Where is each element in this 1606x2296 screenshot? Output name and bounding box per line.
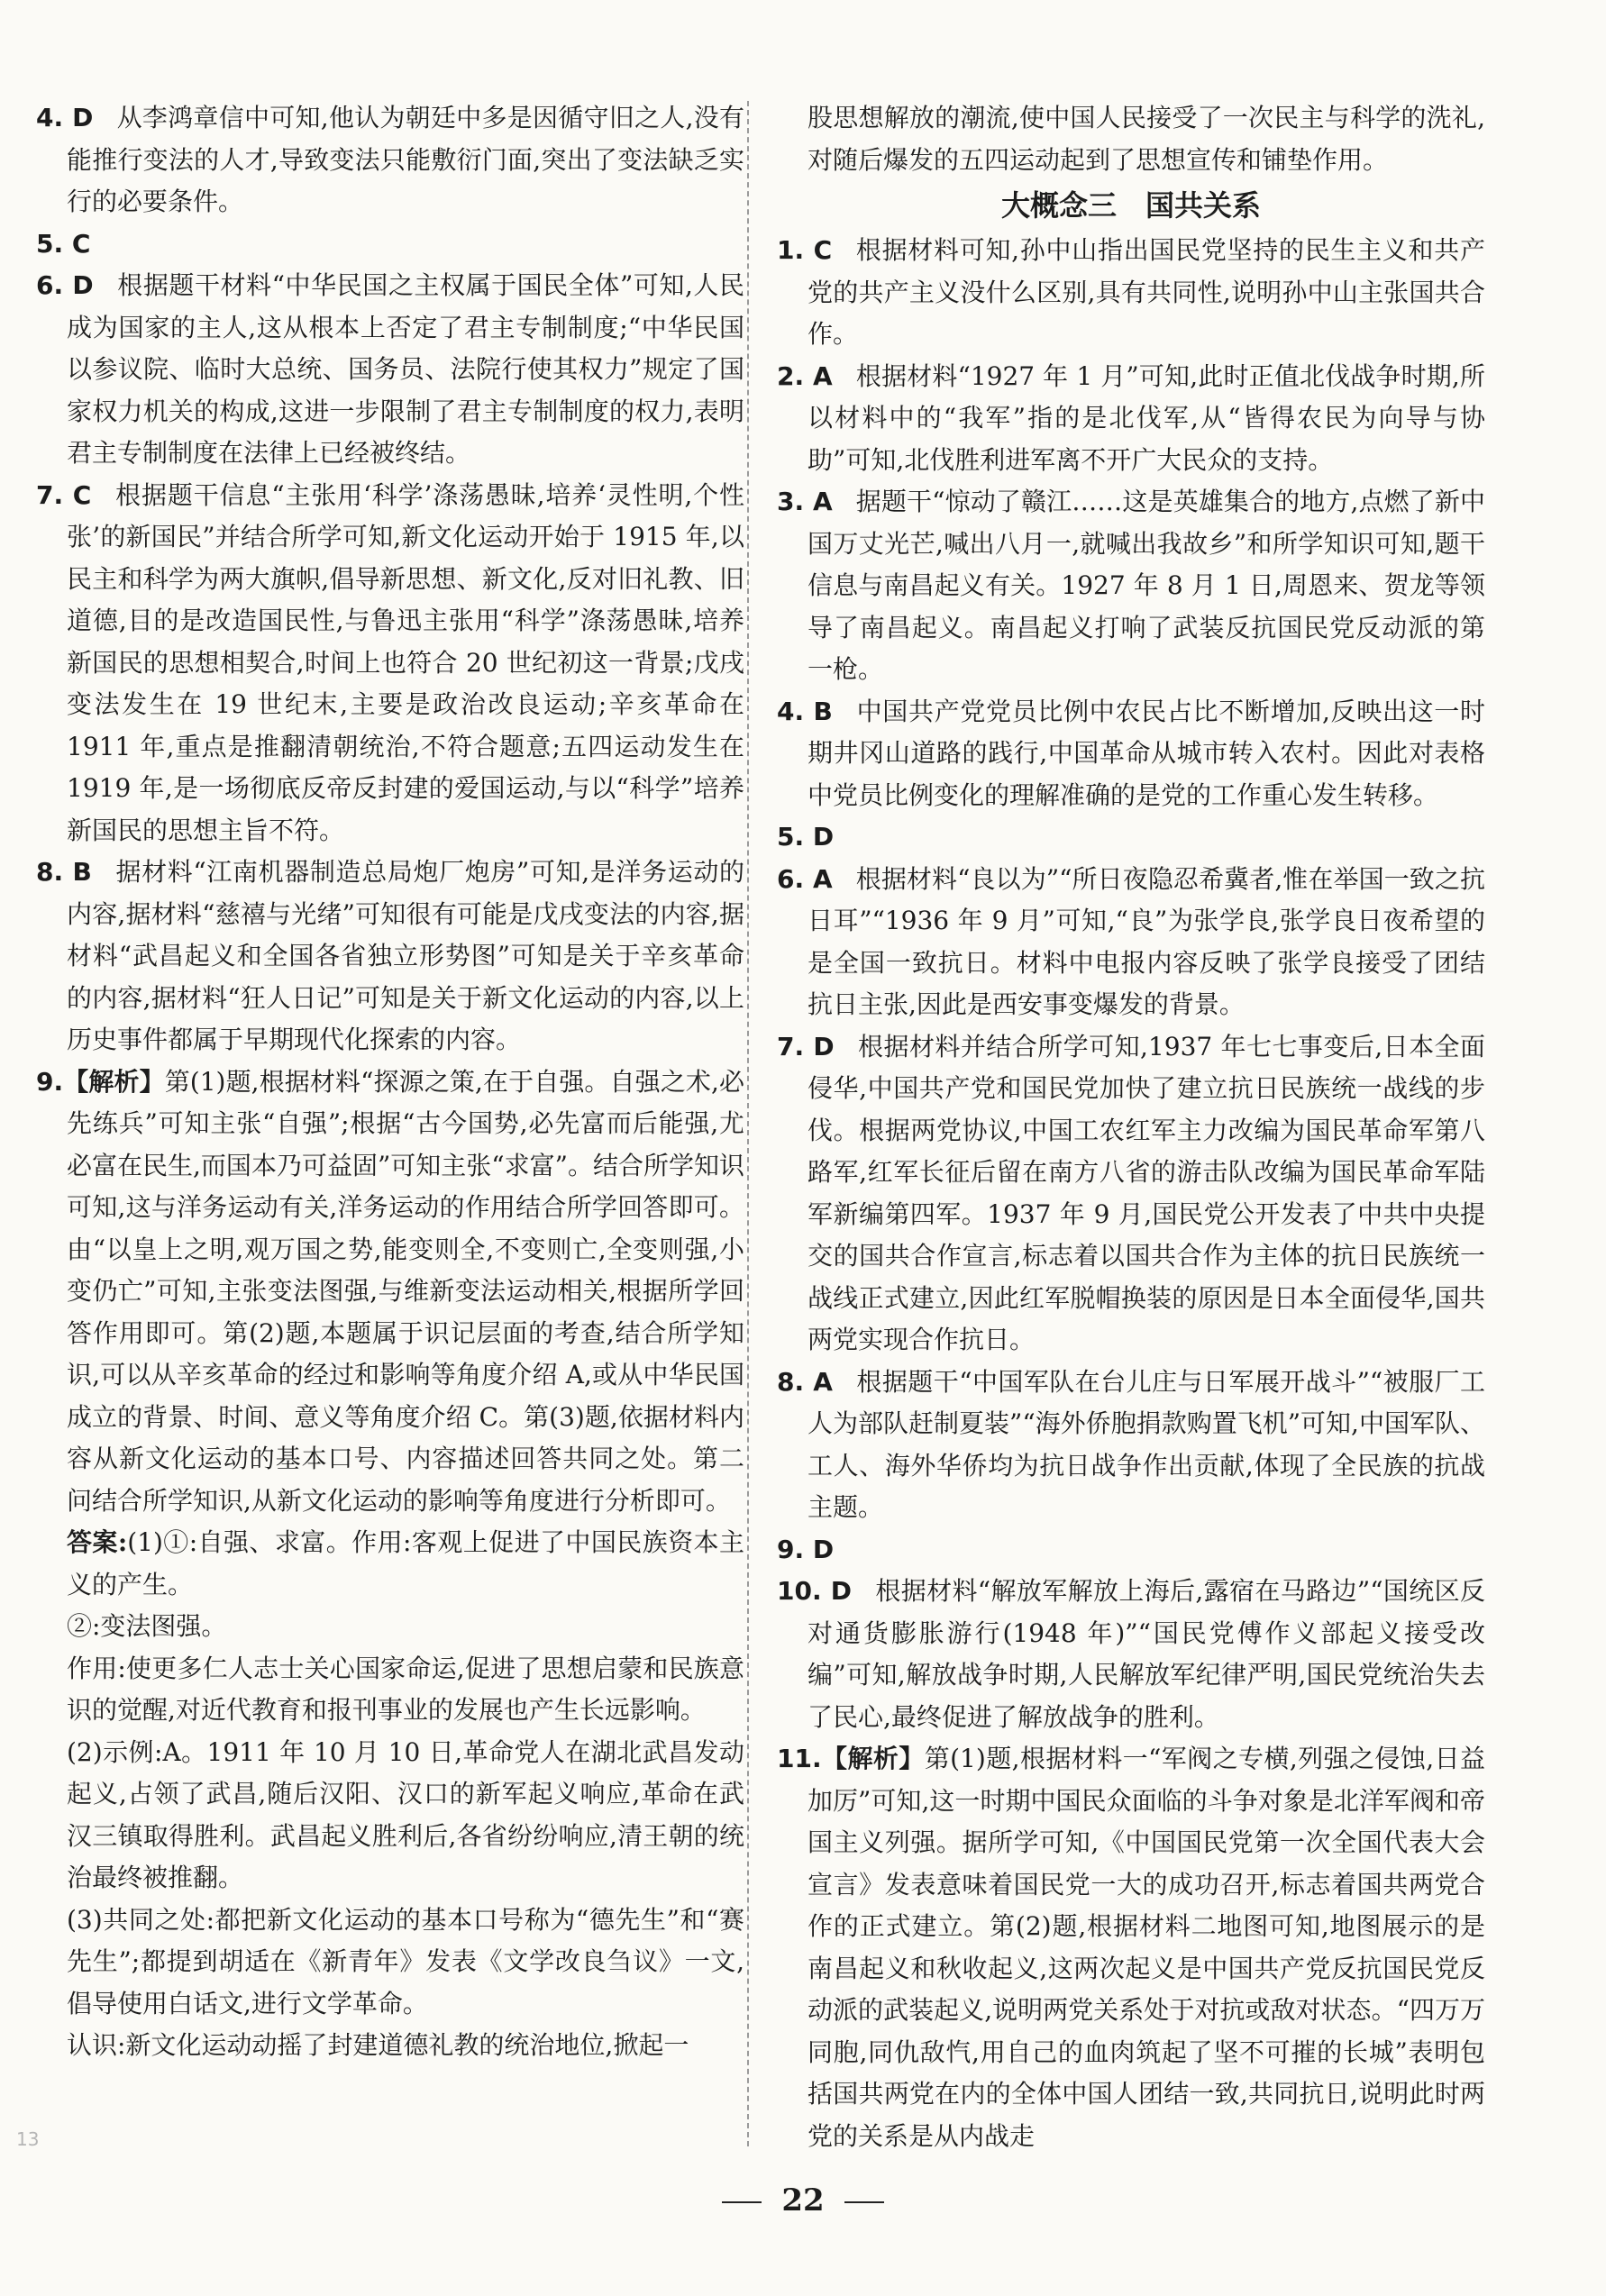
answer-item-r5 [777,816,1485,859]
answer-number: 11. [777,1744,822,1773]
answer-block-1b: ②:变法图强。 [67,1611,227,1641]
answer-number: 5. C [36,228,91,259]
analysis-text: 第(1)题,根据材料“探源之策,在于自强。自强之术,必先练兵”可知主张“自强”;根据“古今国势,必先富而后能强,尤必富在民生,而国本乃可益固”可知主张“求富”。结合所学知识可知,这与洋务运动有关,洋务运动的作用结合所学回答即可。由“以皇上之明,观万国之势,能变则全,不变则亡,全变则强,小变仍亡”可知,主张变法图强,与维新变法运动相关,根据所学回答作用即可。第(2)题,本题属于识记层面的考查,结合所学知识,可以从辛亥革命的经过和影响等角度介绍 A,或从中华民国成立的背景、时间、意义等角度介绍 C。第(3)题,依据材料内容从新文化运动的基本口号、内容描述回答共同之处。第二问结合所学知识,从新文化运动的影响等角度进行分析即可。 [67,1066,744,1516]
answer-block-1 [36,1522,744,1606]
answer-item-5 [36,223,744,266]
answer-number: 5. D [777,822,835,852]
answer-item-r1 [777,230,1485,356]
continuation-text: 股思想解放的潮流,使中国人民接受了一次民主与科学的洗礼,对随后爆发的五四运动起到了思想宣传和铺垫作用。 [808,103,1485,175]
answer-item-r3 [777,481,1485,691]
answer-number: 8. A [777,1366,833,1397]
answer-item-r9 [777,1529,1485,1572]
column-divider [747,101,749,2146]
answer-number: 7. D [777,1031,835,1061]
answer-item-8 [36,852,744,1061]
answer-number: 4. B [777,696,833,726]
answer-number: 1. C [777,235,833,265]
analysis-tag: 【解析】 [63,1066,165,1097]
answer-text: 根据材料可知,孙中山指出国民党坚持的民生主义和共产党的共产主义没什么区别,具有共同性,说明孙中山主张国共合作。 [808,235,1485,349]
answer-number: 9. D [777,1534,835,1564]
answer-number: 4. D [36,103,94,132]
answer-item-r4 [777,691,1485,817]
footer-dash-right [844,2201,884,2203]
answer-number: 7. C [36,479,92,510]
answer-text: 根据题干材料“中华民国之主权属于国民全体”可知,人民成为国家的主人,这从根本上否定了君主专制制度;“中华民国以参议院、临时大总统、国务员、法院行使其权力”规定了国家权力机关的构成,这进一步限制了君主专制制度的权力,表明君主专制制度在法律上已经被终结。 [67,270,744,468]
answer-tag: 答案: [67,1527,128,1557]
answer-item-9 [36,1061,744,1523]
left-column [36,97,744,2067]
answer-number: 8. B [36,857,92,887]
answer-text: 根据题干信息“主张用‘科学’涤荡愚昧,培养‘灵性明,个性张’的新国民”并结合所学可知,新文化运动开始于 1915 年,以民主和科学为两大旗帜,倡导新思想、新文化,反对旧礼教、旧道德,目的是改造国民性,与鲁迅主张用“科学”涤荡愚昧,培养新国民的思想相契合,时间上也符合 20 世纪初这一背景;戊戌变法发生在 19 世纪末,主要是政治改良运动;辛亥革命在 1911 年,重点是推翻清朝统治,不符合题意;五四运动发生在 1919 年,是一场彻底反帝反封建的爱国运动,与以“科学”培养新国民的思想主旨不符。 [67,479,744,845]
answer-item-r11 [777,1738,1485,2157]
answer-text: 据材料“江南机器制造总局炮厂炮房”可知,是洋务运动的内容,据材料“慈禧与光绪”可知很有可能是戊戌变法的内容,据材料“武昌起义和全国各省独立形势图”可知是关于辛亥革命的内容,据材料“狂人日记”可知是关于新文化运动的内容,以上历史事件都属于早期现代化探索的内容。 [67,857,744,1054]
footer-dash-left [722,2201,762,2203]
answer-item-6 [36,265,744,475]
section-heading: 大概念三 国共关系 [1000,188,1261,223]
answer-text: 根据材料“解放军解放上海后,露宿在马路边”“国统区反对通货膨胀游行(1948 年)”“国民党傅作义部起义接受改编”可知,解放战争时期,人民解放军纪律严明,国民党统治失去了民心,最终促进了解放战争的胜利。 [808,1576,1485,1732]
answer-item-r6 [777,859,1485,1026]
answer-block-1c: 作用:使更多仁人志士关心国家命运,促进了思想启蒙和民族意识的觉醒,对近代教育和报刊事业的发展也产生长远影响。 [67,1653,744,1725]
answer-item-r8 [777,1362,1485,1529]
answer-number: 9. [36,1066,64,1097]
margin-note: 13 [16,2128,40,2150]
answer-item-7 [36,475,744,852]
answer-text: 中国共产党党员比例中农民占比不断增加,反映出这一时期井冈山道路的践行,中国革命从城市转入农村。因此对表格中党员比例变化的理解准确的是党的工作重心发生转移。 [808,696,1485,810]
answer-number: 6. A [777,863,833,894]
answer-text: 从李鸿章信中可知,他认为朝廷中多是因循守旧之人,没有能推行变法的人才,导致变法只能敷衍门面,突出了变法缺乏实行的必要条件。 [67,103,744,216]
analysis-text: 第(1)题,根据材料一“军阀之专横,列强之侵蚀,日益加厉”可知,这一时期中国民众面临的斗争对象是北洋军阀和帝国主义列强。据所学可知,《中国国民党第一次全国代表大会宣言》发表意味着国民党一大的成功召开,标志着国共两党合作的正式建立。第(2)题,根据材料二地图可知,地图展示的是南昌起义和秋收起义,这两次起义是中国共产党反抗国民党反动派的武装起义,说明两党关系处于对抗或敌对状态。“四万万同胞,同仇敌忾,用自己的血肉筑起了坚不可摧的长城”表明包括国共两党在内的全体中国人团结一致,共同抗日,说明此时两党的关系是从内战走 [808,1744,1485,2151]
answer-text: (1)①:自强、求富。作用:客观上促进了中国民族资本主义的产生。 [67,1527,744,1599]
answer-text: 据题干“惊动了赣江……这是英雄集合的地方,点燃了新中国万丈光芒,喊出八月一,就喊出我故乡”和所学知识可知,题干信息与南昌起义有关。1927 年 8 月 1 日,周恩来、贺龙等领导了南昌起义。南昌起义打响了武装反抗国民党反动派的第一枪。 [808,487,1485,684]
answer-item-4 [36,97,744,223]
right-column [777,97,1485,2157]
answer-text: 根据材料“1927 年 1 月”可知,此时正值北伐战争时期,所以材料中的“我军”指的是北伐军,从“皆得农民为向导与协助”可知,北伐胜利进军离不开广大民众的支持。 [808,360,1485,475]
answer-number: 10. D [777,1576,852,1606]
page-number: 22 [781,2182,825,2219]
answer-item-r2 [777,356,1485,482]
answer-number: 2. A [777,360,833,391]
answer-number: 3. A [777,487,833,516]
answer-block-2: (2)示例:A。1911 年 10 月 10 日,革命党人在湖北武昌发动起义,占领了武昌,随后汉阳、汉口的新军起义响应,革命在武汉三镇取得胜利。武昌起义胜利后,各省纷纷响应,清王朝的统治最终被推翻。 [67,1736,744,1892]
answer-number: 6. D [36,270,94,300]
answer-text: 根据材料并结合所学可知,1937 年七七事变后,日本全面侵华,中国共产党和国民党加快了建立抗日民族统一战线的步伐。根据两党协议,中国工农红军主力改编为国民革命军第八路军,红军长征后留在南方八省的游击队改编为国民革命军陆军新编第四军。1937 年 9 月,国民党公开发表了中共中央提交的国共合作宣言,标志着以国共合作为主体的抗日民族统一战线正式建立,因此红军脱帽换装的原因是日本全面侵华,国共两党实现合作抗日。 [808,1031,1486,1354]
answer-item-r7 [777,1026,1485,1362]
answer-text: 根据材料“良以为”“所日夜隐忍希冀者,惟在举国一致之抗日耳”“1936 年 9 月”可知,“良”为张学良,张学良日夜希望的是全国一致抗日。材料中电报内容反映了张学良接受了团结抗日主张,因此是西安事变爆发的背景。 [808,863,1485,1019]
answer-item-r10 [777,1571,1485,1738]
page-footer [0,2182,1606,2219]
answer-text: 根据题干“中国军队在台儿庄与日军展开战斗”“被服厂工人为部队赶制夏装”“海外侨胞捐款购置飞机”可知,中国军队、工人、海外华侨均为抗日战争作出贡献,体现了全民族的抗战主题。 [808,1366,1485,1522]
answer-block-4: 认识:新文化运动动摇了封建道德礼教的统治地位,掀起一 [67,2030,689,2060]
answer-block-3: (3)共同之处:都把新文化运动的基本口号称为“德先生”和“赛先生”;都提到胡适在《新青年》发表《文学改良刍议》一文,倡导使用白话文,进行文学革命。 [67,1904,744,2018]
analysis-tag: 【解析】 [821,1744,925,1773]
